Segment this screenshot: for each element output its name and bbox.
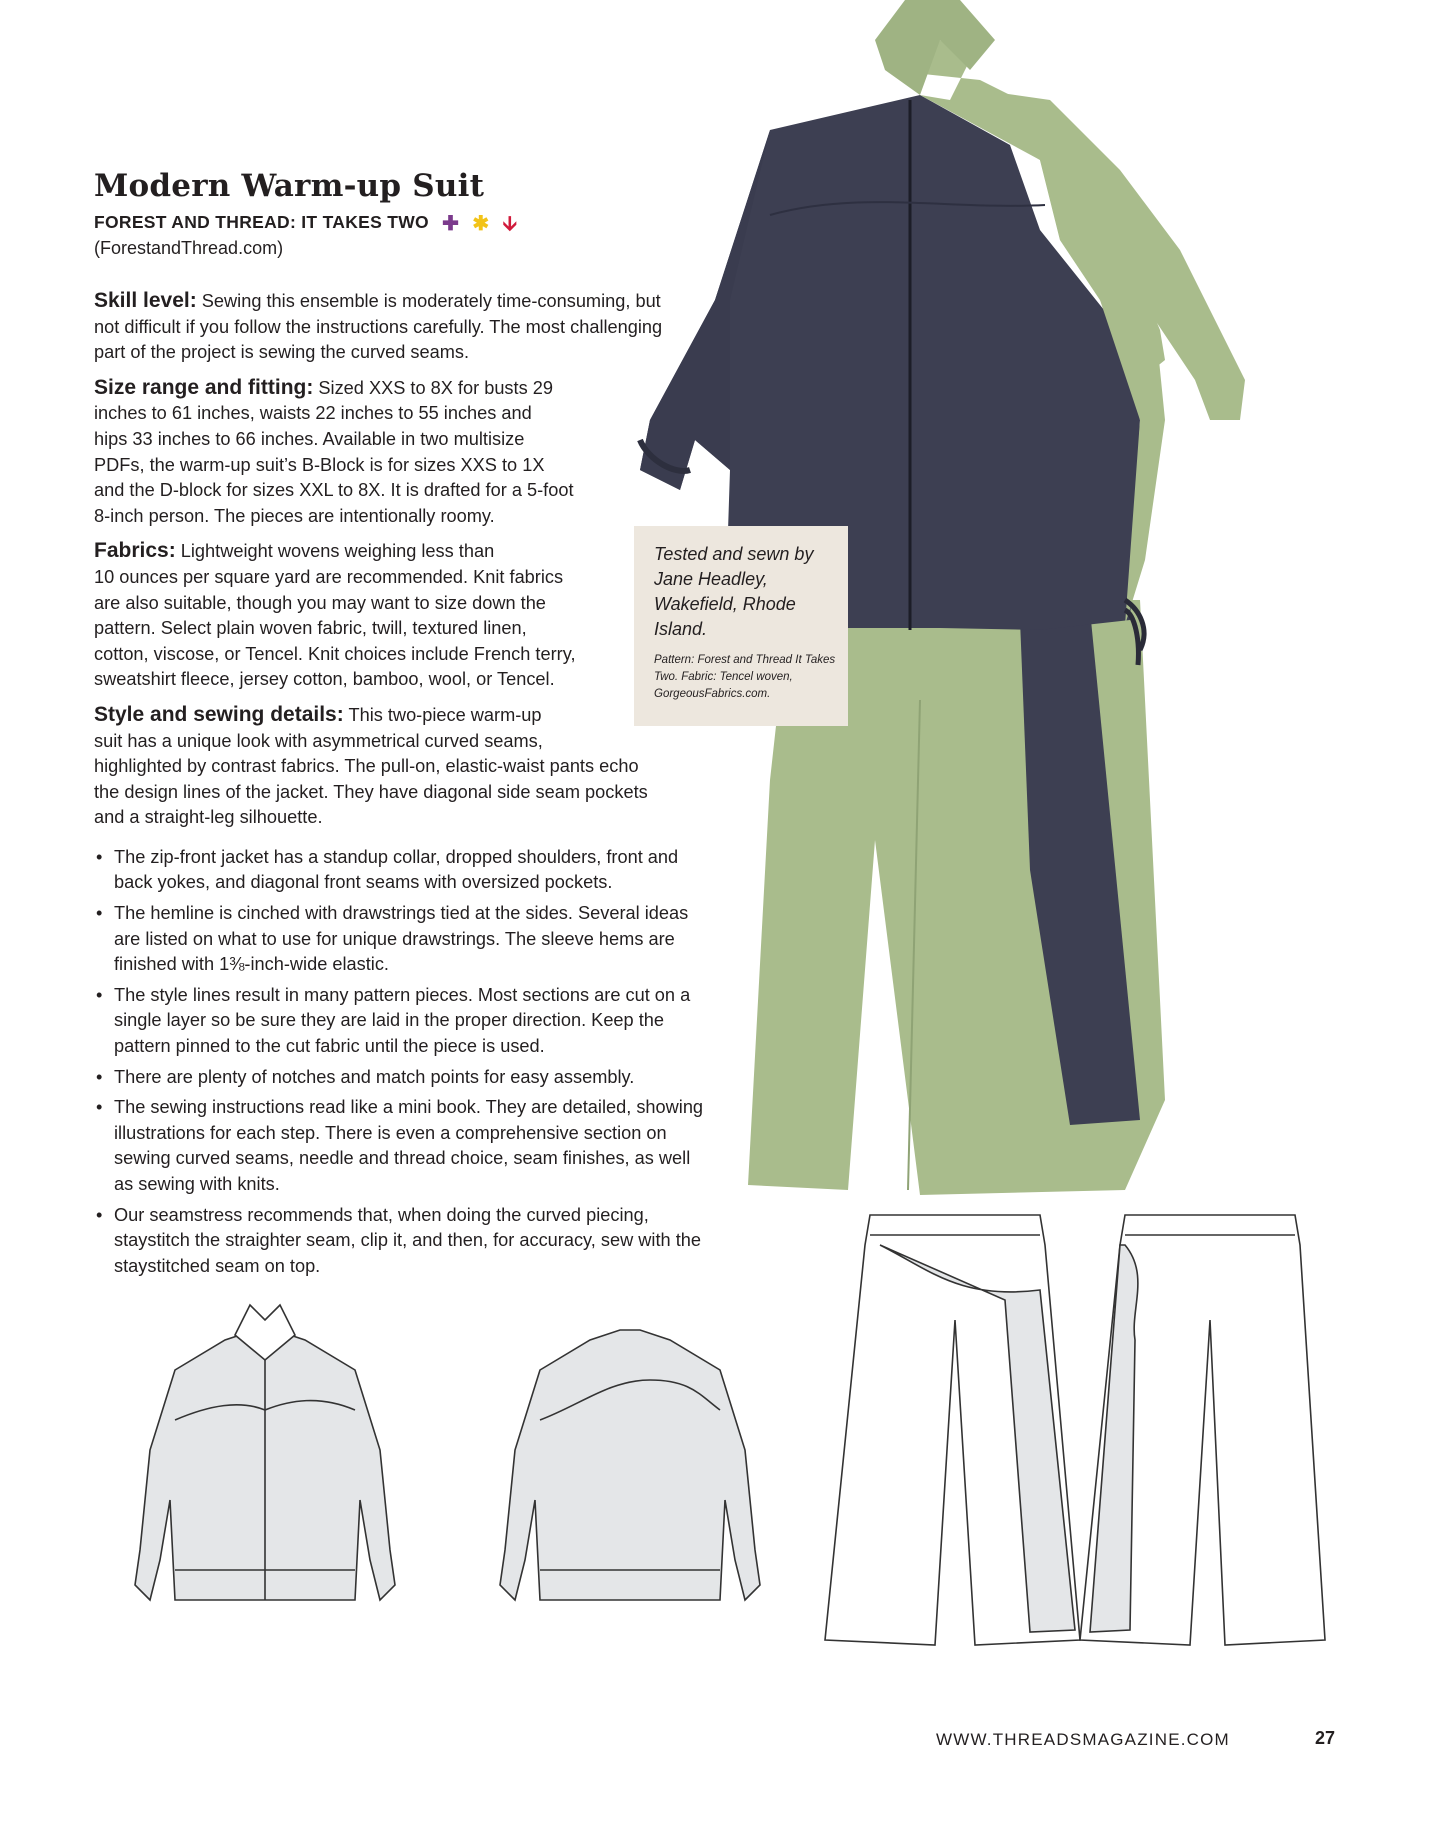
skill-level-text: Sewing this ensemble is moderately time-consuming, but not difficult if you follow the instructions carefully. The most challenging part of the project is sewing the curved seams. [94, 291, 663, 363]
style-details-line-0: This two-piece warm-up [348, 704, 542, 725]
fabrics-line-1: 10 ounces per square yard are recommended. Knit fabrics [94, 566, 564, 587]
fabrics-line-2: are also suitable, though you may want to size down the [94, 592, 546, 613]
style-details-line-2: highlighted by contrast fabrics. The pull-on, elastic-waist pants echo [94, 756, 639, 777]
pattern-name [94, 212, 517, 234]
footer-url: WWW.THREADSMAGAZINE.COM [936, 1730, 1230, 1749]
fabrics-paragraph [94, 538, 714, 693]
page-number: 27 [1315, 1728, 1336, 1748]
size-range-line-2: hips 33 inches to 66 inches. Available in two multisize [94, 428, 525, 449]
style-details-line-4: and a straight-leg silhouette. [94, 807, 323, 828]
fabrics-line-3: pattern. Select plain woven fabric, twill, textured linen, [94, 618, 527, 639]
size-range-heading: Size range and fitting: [94, 375, 314, 399]
jacket-front-flat [135, 1305, 395, 1600]
style-details-line-3: the design lines of the jacket. They have diagonal side seam pockets [94, 781, 648, 802]
pattern-name-text: FOREST AND THREAD: IT TAKES TWO [94, 212, 429, 232]
list-item: • The hemline is cinched with drawstrings tied at the sides. Several ideas are listed on what to use for unique drawstrings. The sleeve hems are finished with 1⅜-inch-wide elastic. [94, 901, 714, 978]
arrow-down-icon: 🡫 [502, 213, 518, 235]
pattern-website: (ForestandThread.com) [94, 238, 284, 258]
fabrics-line-4: cotton, viscose, or Tencel. Knit choices include French terry, [94, 643, 576, 664]
jacket-back-flat [500, 1330, 760, 1600]
size-range-line-0: Sized XXS to 8X for busts 29 [318, 377, 553, 398]
style-details-line-1: suit has a unique look with asymmetrical curved seams, [94, 730, 543, 751]
tester-credit: Tested and sewn by Jane Headley, Wakefield, Rhode Island. [654, 544, 814, 639]
pants-back-flat [1080, 1215, 1325, 1645]
fabrics-line-0: Lightweight wovens weighing less than [180, 541, 495, 562]
pants-front-flat [825, 1215, 1080, 1645]
size-range-paragraph [94, 375, 714, 530]
details-list [94, 845, 714, 1280]
fabrics-heading: Fabrics: [94, 539, 176, 563]
asterisk-icon: ✱ [472, 213, 490, 235]
style-details-heading: Style and sewing details: [94, 702, 344, 726]
list-item: • Our seamstress recommends that, when doing the curved piecing, staystitch the straighter seam, clip it, and then, for accuracy, sew with the staystitched seam on top. [94, 1203, 714, 1280]
list-item: • The zip-front jacket has a standup collar, dropped shoulders, front and back yokes, and diagonal front seams with oversized pockets. [94, 845, 714, 896]
article-title: Modern Warm-up Suit [94, 168, 485, 204]
style-details-paragraph [94, 702, 714, 831]
size-range-line-5: 8-inch person. The pieces are intentionally roomy. [94, 505, 495, 526]
list-item: • The sewing instructions read like a mini book. They are detailed, showing illustrations for each step. There is even a comprehensive section on sewing curved seams, needle and thread choice, seam finishes, as well as sewing with knits. [94, 1095, 714, 1197]
skill-level-heading: Skill level: [94, 289, 197, 312]
list-item: • There are plenty of notches and match points for easy assembly. [94, 1065, 714, 1091]
size-range-line-4: and the D-block for sizes XXL to 8X. It is drafted for a 5-foot [94, 480, 574, 501]
skill-level-paragraph [94, 288, 679, 366]
pattern-fabric-credit: Pattern: Forest and Thread It Takes Two. Fabric: Tencel woven, GorgeousFabrics.com. [654, 654, 836, 700]
article-body [94, 288, 714, 1284]
list-item: • The style lines result in many pattern pieces. Most sections are cut on a single layer so be sure they are laid in the proper direction. Keep the pattern pinned to the cut fabric until the piece is used. [94, 983, 714, 1060]
size-range-line-1: inches to 61 inches, waists 22 inches to 55 inches and [94, 403, 532, 424]
size-range-line-3: PDFs, the warm-up suit’s B-Block is for sizes XXS to 1X [94, 454, 545, 475]
fabrics-line-5: sweatshirt fleece, jersey cotton, bamboo, wool, or Tencel. [94, 669, 555, 690]
plus-icon: ✚ [442, 213, 460, 235]
credit-sidebar [634, 526, 848, 726]
